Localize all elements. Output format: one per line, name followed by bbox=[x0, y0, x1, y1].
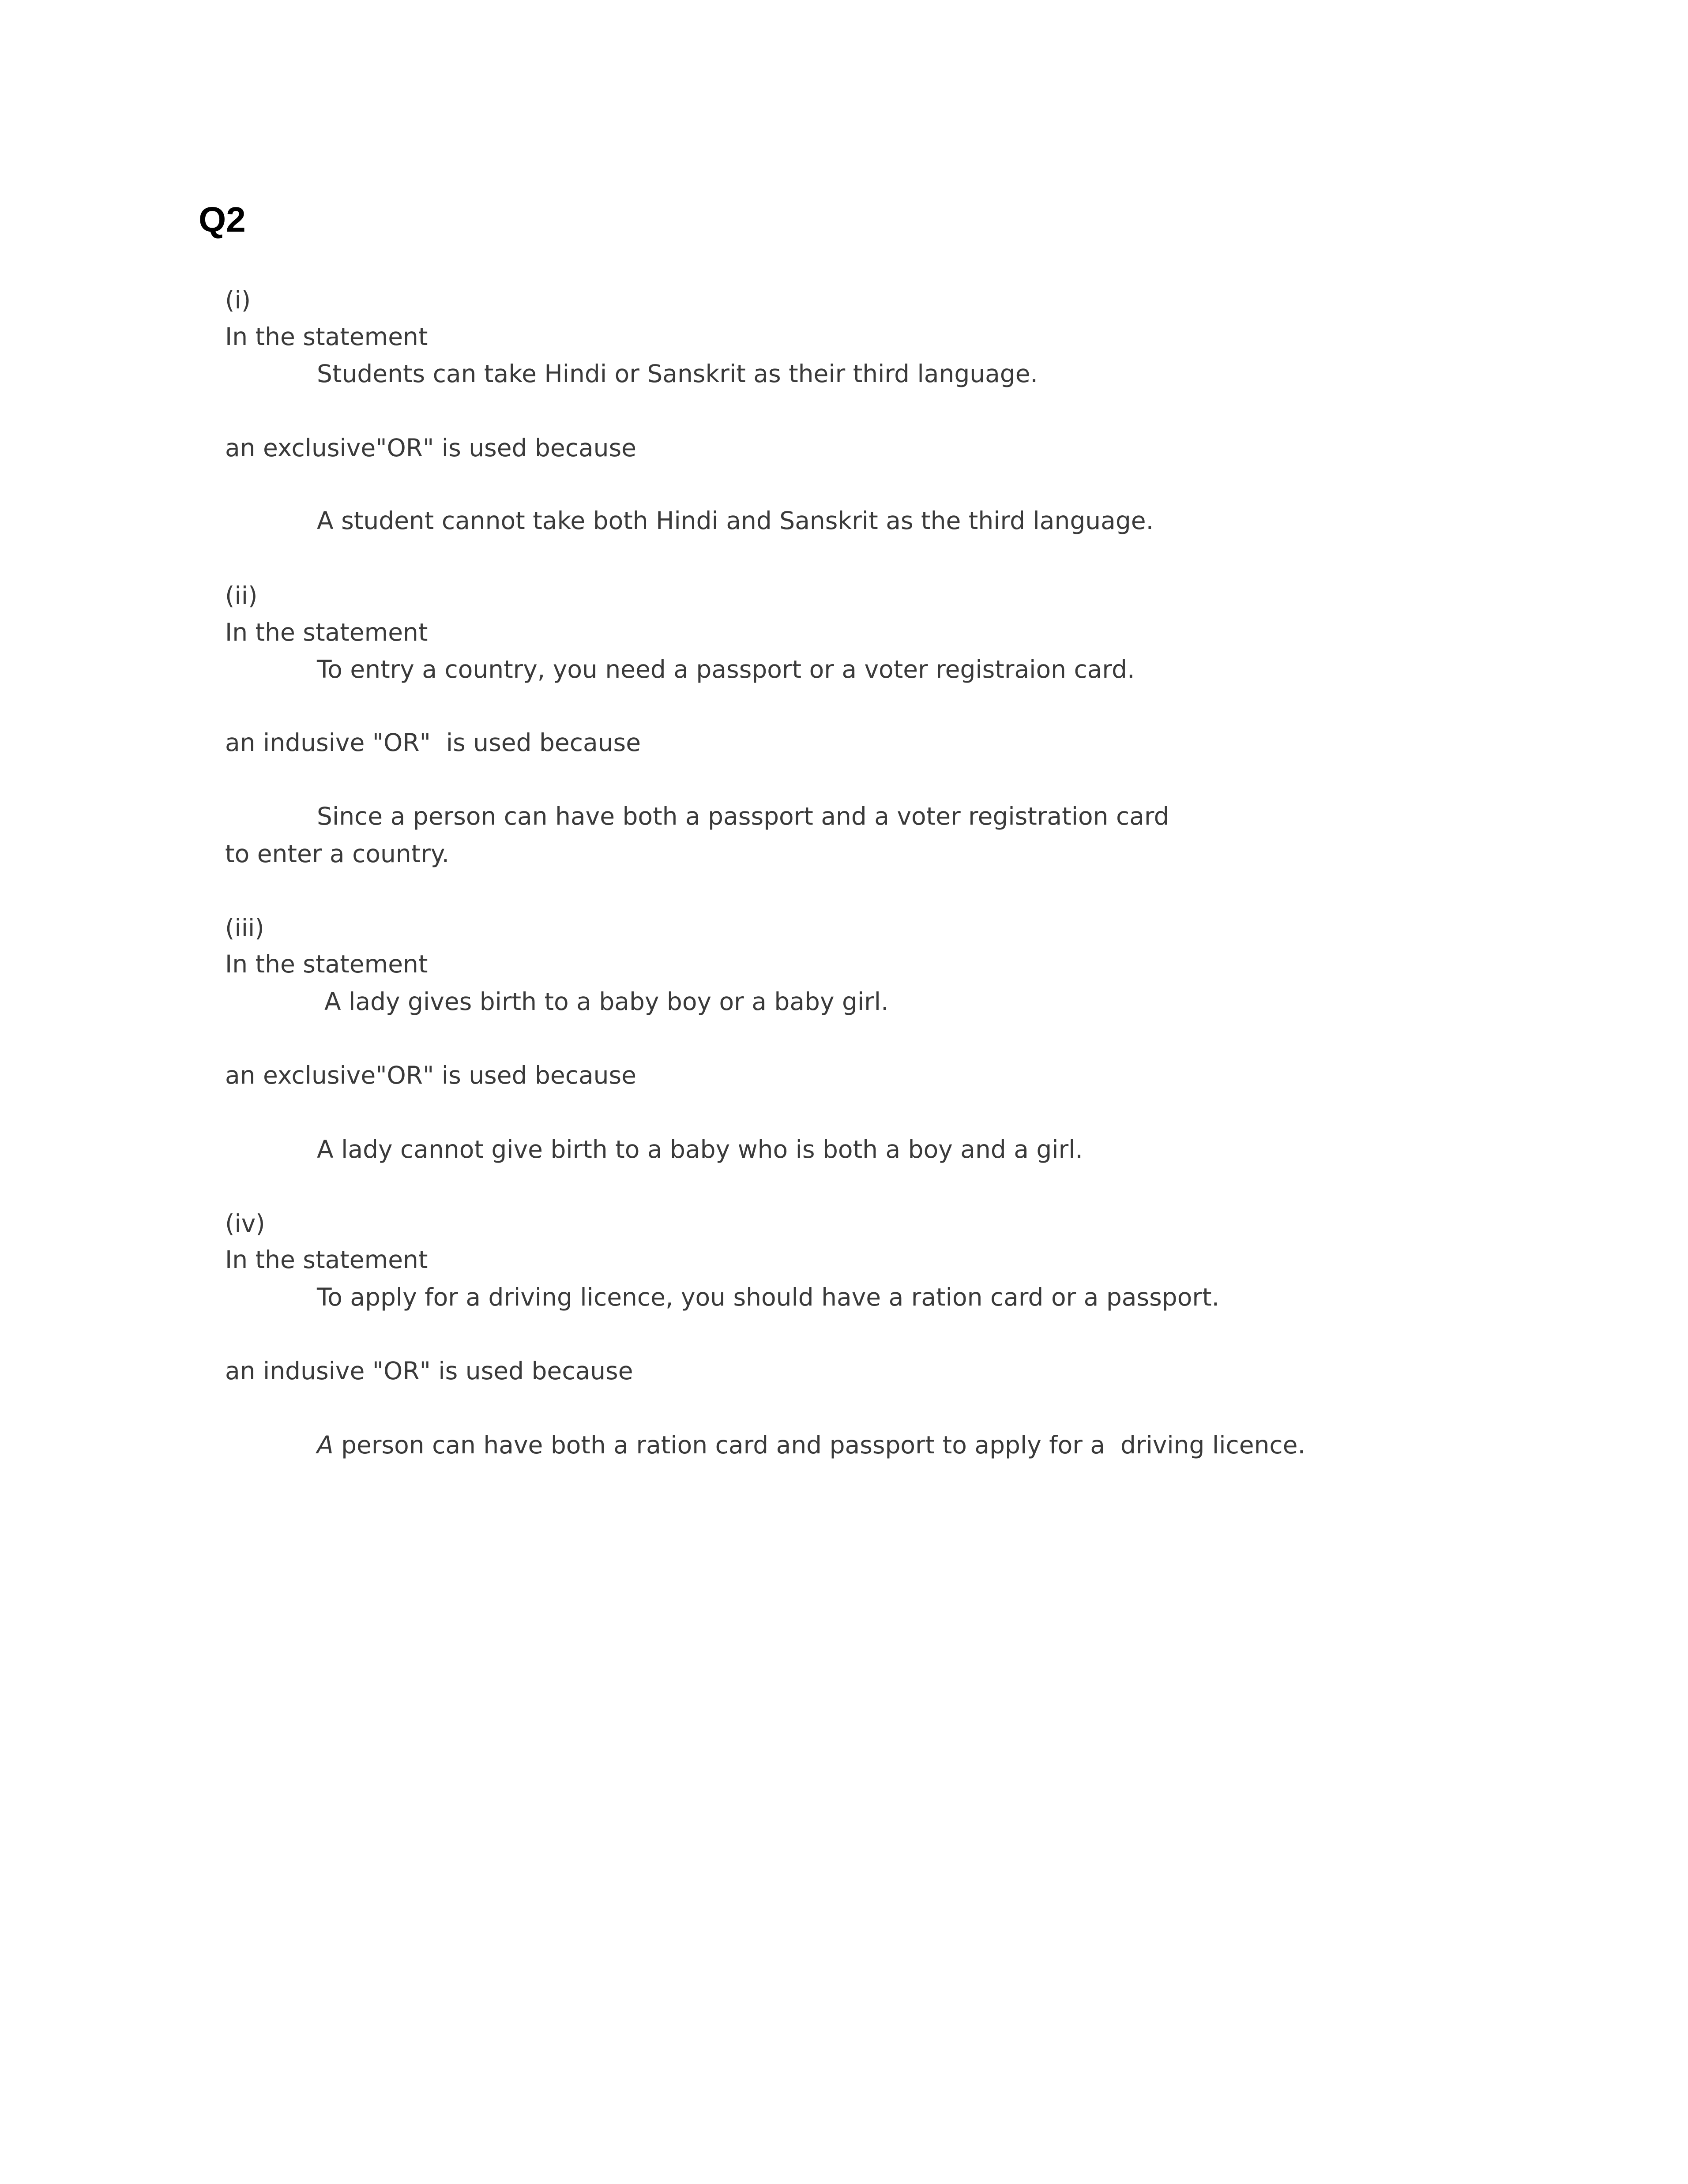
section-iv-reason-first-letter: A bbox=[317, 1431, 334, 1459]
section-i-intro: In the statement bbox=[225, 323, 428, 351]
section-iv-reason bbox=[317, 1430, 1305, 1460]
section-ii-intro: In the statement bbox=[225, 618, 428, 646]
section-iv-intro: In the statement bbox=[225, 1246, 428, 1274]
question-heading: Q2 bbox=[199, 200, 246, 239]
section-iii-statement: A lady gives birth to a baby boy or a baby girl. bbox=[324, 987, 889, 1016]
section-i-verdict: an exclusive"OR" is used because bbox=[225, 434, 636, 462]
section-iii-label: (iii) bbox=[225, 914, 264, 942]
section-ii-verdict: an indusive "OR" is used because bbox=[225, 728, 641, 757]
section-iii-reason: A lady cannot give birth to a baby who is both a boy and a girl. bbox=[317, 1135, 1083, 1163]
section-ii-reason-continued: to enter a country. bbox=[225, 840, 450, 868]
section-i-label: (i) bbox=[225, 286, 251, 314]
section-i-reason: A student cannot take both Hindi and Sanskrit as the third language. bbox=[317, 507, 1154, 535]
section-ii-label: (ii) bbox=[225, 582, 258, 610]
section-iii-verdict: an exclusive"OR" is used because bbox=[225, 1061, 636, 1089]
section-ii-statement: To entry a country, you need a passport or a voter registraion card. bbox=[317, 655, 1135, 683]
section-i-statement: Students can take Hindi or Sanskrit as their third language. bbox=[317, 360, 1038, 388]
section-iii-intro: In the statement bbox=[225, 950, 428, 978]
section-iv-statement: To apply for a driving licence, you should have a ration card or a passport. bbox=[317, 1283, 1220, 1311]
section-iv-verdict: an indusive "OR" is used because bbox=[225, 1357, 633, 1385]
section-iv-label: (iv) bbox=[225, 1209, 265, 1238]
section-ii-reason: Since a person can have both a passport and a voter registration card bbox=[317, 802, 1169, 830]
section-iv-reason-text: person can have both a ration card and passport to apply for a driving licence. bbox=[333, 1431, 1305, 1459]
